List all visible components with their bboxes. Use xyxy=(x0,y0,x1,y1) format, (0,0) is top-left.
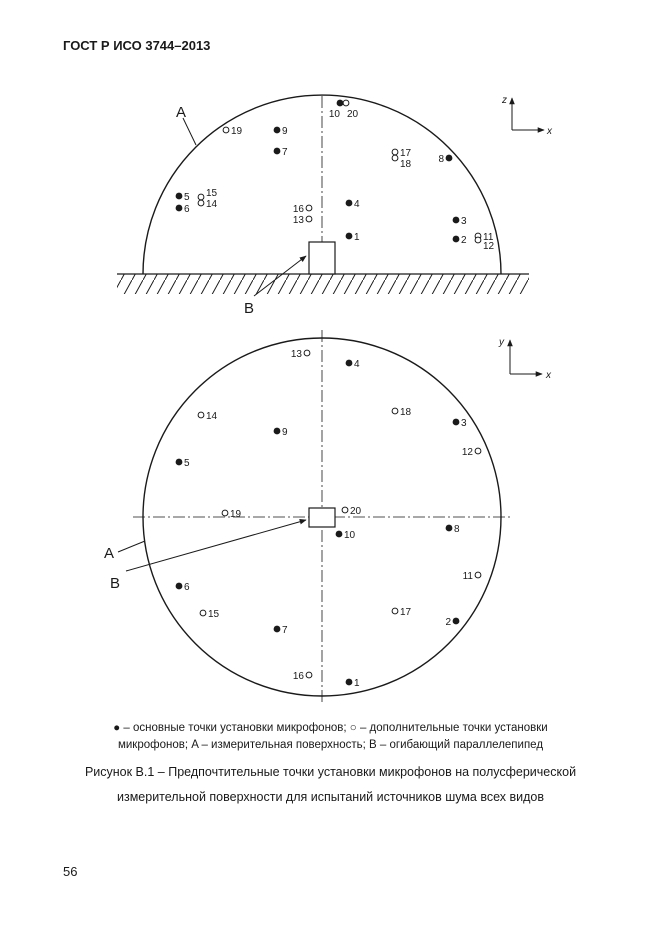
elevation-point-3-label: 3 xyxy=(461,216,467,227)
plan-point-2-marker xyxy=(453,618,460,625)
elevation-point-7-marker xyxy=(274,148,281,155)
plan-point-13-label: 13 xyxy=(290,349,302,360)
legend-line-1: ● – основные точки установки микрофонов; ○ – дополнительные точки установки xyxy=(113,722,548,734)
plan-point-14-label: 14 xyxy=(206,411,218,422)
label-b: B xyxy=(244,300,255,317)
elevation-point-15-marker xyxy=(198,194,204,200)
plan-point-11-label: 11 xyxy=(462,571,473,582)
plan-point-10-marker xyxy=(336,531,343,538)
plan-point-11-marker xyxy=(475,572,481,578)
plan-point-8-label: 8 xyxy=(454,524,460,535)
plan-point-3-label: 3 xyxy=(461,418,467,429)
elevation-point-5-marker xyxy=(176,193,183,200)
plan-point-14-marker xyxy=(198,412,204,418)
caption-line-2: измерительной поверхности для испытаний источников шума всех видов xyxy=(116,790,545,804)
elevation-point-15-label: 15 xyxy=(206,188,218,199)
plan-point-10-label: 10 xyxy=(344,530,356,541)
plan-point-18-label: 18 xyxy=(400,407,412,418)
plan-point-3-marker xyxy=(453,419,460,426)
elevation-point-13-label: 13 xyxy=(292,215,304,226)
elevation-point-8-marker xyxy=(446,155,453,162)
legend xyxy=(60,720,601,754)
plan-point-19-marker xyxy=(222,510,228,516)
plan-point-1-marker xyxy=(346,679,353,686)
elevation-point-16-marker xyxy=(306,205,312,211)
ground-hatching xyxy=(117,274,529,294)
elevation-point-7-label: 7 xyxy=(282,147,288,158)
axis-y-label: y xyxy=(499,337,504,348)
elevation-point-14-marker xyxy=(198,200,204,206)
plan-point-16-label: 16 xyxy=(292,671,304,682)
elevation-point-6-label: 6 xyxy=(184,204,190,215)
label-a: A xyxy=(176,104,187,121)
plan-point-17-label: 17 xyxy=(400,607,412,618)
elevation-point-1-marker xyxy=(346,233,353,240)
elevation-point-9-label: 9 xyxy=(282,126,288,137)
elevation-point-20-marker xyxy=(343,100,349,106)
document-header: ГОСТ Р ИСО 3744–2013 xyxy=(63,38,211,53)
plan-point-1-label: 1 xyxy=(354,678,360,689)
plan-point-20-label: 20 xyxy=(350,506,362,517)
elevation-point-10-marker xyxy=(337,100,344,107)
axis-z-label: z xyxy=(502,95,507,106)
reference-box-plan xyxy=(309,508,335,527)
elevation-points xyxy=(176,100,495,252)
plan-view xyxy=(104,330,552,704)
elevation-point-11-label: 11 xyxy=(483,232,494,243)
elevation-point-13-marker xyxy=(306,216,312,222)
elevation-point-9-marker xyxy=(274,127,281,134)
elevation-point-3-marker xyxy=(453,217,460,224)
elevation-point-17-label: 17 xyxy=(400,148,412,159)
label-b-plan: B xyxy=(110,575,121,592)
page-number: 56 xyxy=(63,864,78,879)
plan-point-5-label: 5 xyxy=(184,458,190,469)
elevation-point-8-label: 8 xyxy=(438,154,444,165)
elevation-point-4-marker xyxy=(346,200,353,207)
axis-x-label: x xyxy=(547,126,552,137)
elevation-point-2-marker xyxy=(453,236,460,243)
elevation-point-6-marker xyxy=(176,205,183,212)
axis-x-label-plan: x xyxy=(546,370,551,381)
plan-point-4-marker xyxy=(346,360,353,367)
elevation-point-12-label: 12 xyxy=(483,241,495,252)
plan-point-18-marker xyxy=(392,408,398,414)
leader-a xyxy=(183,118,196,145)
plan-point-6-marker xyxy=(176,583,183,590)
plan-point-9-marker xyxy=(274,428,281,435)
elevation-point-2-label: 2 xyxy=(461,235,467,246)
elevation-point-17-marker xyxy=(392,149,398,155)
elevation-point-10-label: 10 xyxy=(328,109,340,120)
plan-point-20-marker xyxy=(342,507,348,513)
plan-point-12-label: 12 xyxy=(461,447,473,458)
plan-point-2-label: 2 xyxy=(445,617,451,628)
legend-line-2: микрофонов; A – измерительная поверхность; B – огибающий параллелепипед xyxy=(117,739,544,751)
caption-line-1: Рисунок B.1 – Предпочтительные точки установки микрофонов на полусферической xyxy=(84,765,577,779)
elevation-point-20-label: 20 xyxy=(347,109,359,120)
plan-point-17-marker xyxy=(392,608,398,614)
elevation-point-19-marker xyxy=(223,127,229,133)
plan-point-4-label: 4 xyxy=(354,359,360,370)
plan-point-19-label: 19 xyxy=(230,509,242,520)
elevation-point-12-marker xyxy=(475,237,481,243)
plan-point-8-marker xyxy=(446,525,453,532)
plan-point-6-label: 6 xyxy=(184,582,190,593)
plan-point-16-marker xyxy=(306,672,312,678)
label-a-plan: A xyxy=(104,545,115,562)
elevation-point-4-label: 4 xyxy=(354,199,360,210)
plan-point-12-marker xyxy=(475,448,481,454)
plan-point-15-label: 15 xyxy=(208,609,220,620)
elevation-point-16-label: 16 xyxy=(292,204,304,215)
leader-b-plan xyxy=(126,520,306,571)
plan-point-7-marker xyxy=(274,626,281,633)
plan-point-15-marker xyxy=(200,610,206,616)
elevation-point-14-label: 14 xyxy=(206,199,218,210)
leader-a-plan xyxy=(118,541,145,552)
elevation-point-18-label: 18 xyxy=(400,159,412,170)
figure-caption xyxy=(40,760,621,810)
plan-point-9-label: 9 xyxy=(282,427,288,438)
plan-point-7-label: 7 xyxy=(282,625,288,636)
elevation-point-18-marker xyxy=(392,155,398,161)
plan-point-13-marker xyxy=(304,350,310,356)
elevation-view xyxy=(117,95,553,317)
reference-box xyxy=(309,242,335,274)
plan-point-5-marker xyxy=(176,459,183,466)
elevation-point-5-label: 5 xyxy=(184,192,190,203)
elevation-point-1-label: 1 xyxy=(354,232,360,243)
elevation-point-19-label: 19 xyxy=(231,126,243,137)
